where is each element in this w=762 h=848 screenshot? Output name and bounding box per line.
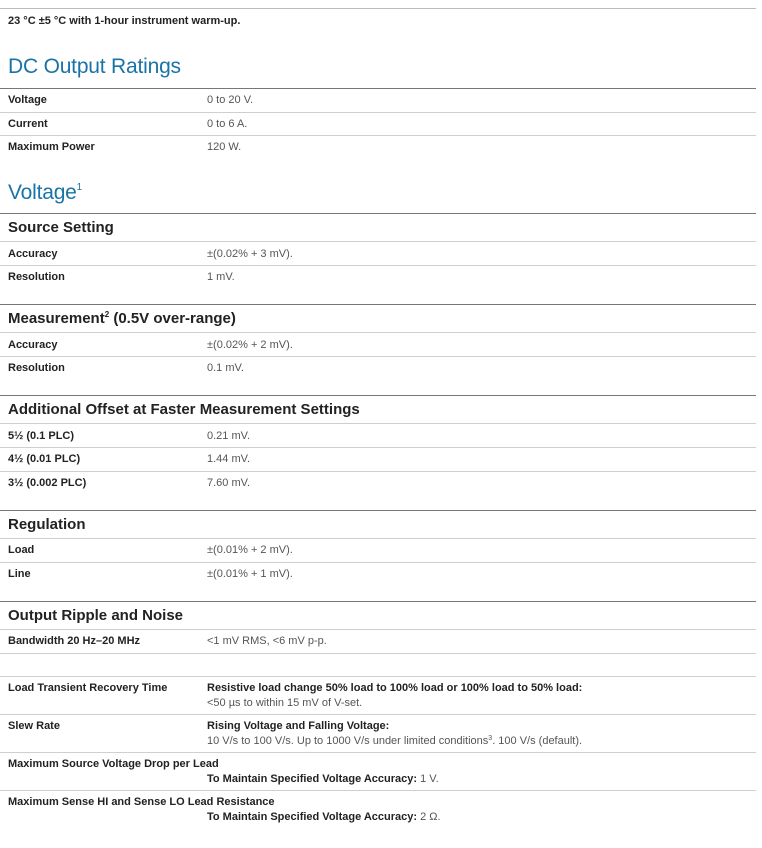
offset-row-label: 5½ (0.1 PLC) xyxy=(8,430,75,442)
source-accuracy-value: ±(0.02% + 3 mV). xyxy=(207,248,293,260)
row-divider xyxy=(0,423,756,424)
slew-rate-label: Slew Rate xyxy=(8,720,60,732)
regulation-line-label: Line xyxy=(8,568,31,580)
offset-row-label: 3½ (0.002 PLC) xyxy=(8,477,87,489)
source-resolution-label: Resolution xyxy=(8,271,65,283)
voltage-title: Voltage$^1$ xyxy=(8,181,83,204)
voltage-drop-value: To Maintain Specified Voltage Accuracy: 1 V. xyxy=(207,773,439,785)
row-divider xyxy=(0,790,756,791)
load-transient-label: Load Transient Recovery Time xyxy=(8,682,168,694)
offset-row-label: 4½ (0.01 PLC) xyxy=(8,453,81,465)
ripple-bandwidth-label: Bandwidth 20 Hz–20 MHz xyxy=(8,635,141,647)
measure-resolution-label: Resolution xyxy=(8,362,65,374)
offset-title: Additional Offset at Faster Measurement Settings xyxy=(8,401,360,418)
regulation-load-value: ±(0.01% + 2 mV). xyxy=(207,544,293,556)
dc-power-value: 120 W. xyxy=(207,141,242,153)
row-divider xyxy=(0,629,756,630)
voltage-drop-label: Maximum Source Voltage Drop per Lead xyxy=(8,758,219,770)
offset-row-value: 7.60 mV. xyxy=(207,477,251,489)
row-divider xyxy=(0,714,756,715)
footnote-marker: 3 xyxy=(488,735,493,742)
conditions-note: 23 °C ±5 °C with 1-hour instrument warm-up. xyxy=(8,15,241,27)
dc-current-label: Current xyxy=(8,118,48,130)
offset-row-value: 1.44 mV. xyxy=(207,453,251,465)
lead-resistance-label: Maximum Sense HI and Sense LO Lead Resistance xyxy=(8,796,275,808)
offset-row-value: 0.21 mV. xyxy=(207,430,251,442)
dc-power-label: Maximum Power xyxy=(8,141,95,153)
row-divider xyxy=(0,752,756,753)
dc-voltage-value: 0 to 20 V. xyxy=(207,94,254,106)
row-divider xyxy=(0,112,756,113)
ripple-bandwidth-value: <1 mV RMS, <6 mV p-p. xyxy=(207,635,327,647)
row-divider xyxy=(0,447,756,448)
section-divider xyxy=(0,510,756,511)
section-divider xyxy=(0,88,756,89)
measure-accuracy-value: ±(0.02% + 2 mV). xyxy=(207,339,293,351)
row-divider xyxy=(0,135,756,136)
row-divider xyxy=(0,471,756,472)
regulation-line-value: ±(0.01% + 1 mV). xyxy=(207,568,293,580)
measure-resolution-value: 0.1 mV. xyxy=(207,362,244,374)
section-divider xyxy=(0,395,756,396)
slew-rate-detail: 10 V/s to 100 V/s. Up to 1000 V/s under limited conditions$^3$. 100 V/s (default). xyxy=(207,735,583,747)
row-divider xyxy=(0,241,756,242)
section-divider xyxy=(0,304,756,305)
source-accuracy-label: Accuracy xyxy=(8,248,58,260)
regulation-title: Regulation xyxy=(8,516,86,533)
dc-output-title: DC Output Ratings xyxy=(8,55,181,78)
source-resolution-value: 1 mV. xyxy=(207,271,235,283)
row-divider xyxy=(0,356,756,357)
dc-current-value: 0 to 6 A. xyxy=(207,118,248,130)
row-divider xyxy=(0,653,756,654)
section-divider xyxy=(0,213,756,214)
measure-accuracy-label: Accuracy xyxy=(8,339,58,351)
load-transient-detail: <50 µs to within 15 mV of V-set. xyxy=(207,697,363,709)
row-divider xyxy=(0,538,756,539)
source-setting-title: Source Setting xyxy=(8,219,114,236)
measurement-title: Measurement$^2$ (0.5V over-range) xyxy=(8,310,236,327)
load-transient-head: Resistive load change 50% load to 100% load or 100% load to 50% load: xyxy=(207,682,583,694)
row-divider xyxy=(0,332,756,333)
row-divider xyxy=(0,265,756,266)
footnote-marker: 1 xyxy=(76,182,83,193)
regulation-load-label: Load xyxy=(8,544,35,556)
dc-voltage-label: Voltage xyxy=(8,94,47,106)
ripple-title: Output Ripple and Noise xyxy=(8,607,183,624)
section-divider xyxy=(0,601,756,602)
top-divider xyxy=(0,8,756,9)
row-divider xyxy=(0,562,756,563)
slew-rate-head: Rising Voltage and Falling Voltage: xyxy=(207,720,390,732)
lead-resistance-value: To Maintain Specified Voltage Accuracy: 2 Ω. xyxy=(207,811,441,823)
footnote-marker: 2 xyxy=(104,310,110,319)
row-divider xyxy=(0,676,756,677)
